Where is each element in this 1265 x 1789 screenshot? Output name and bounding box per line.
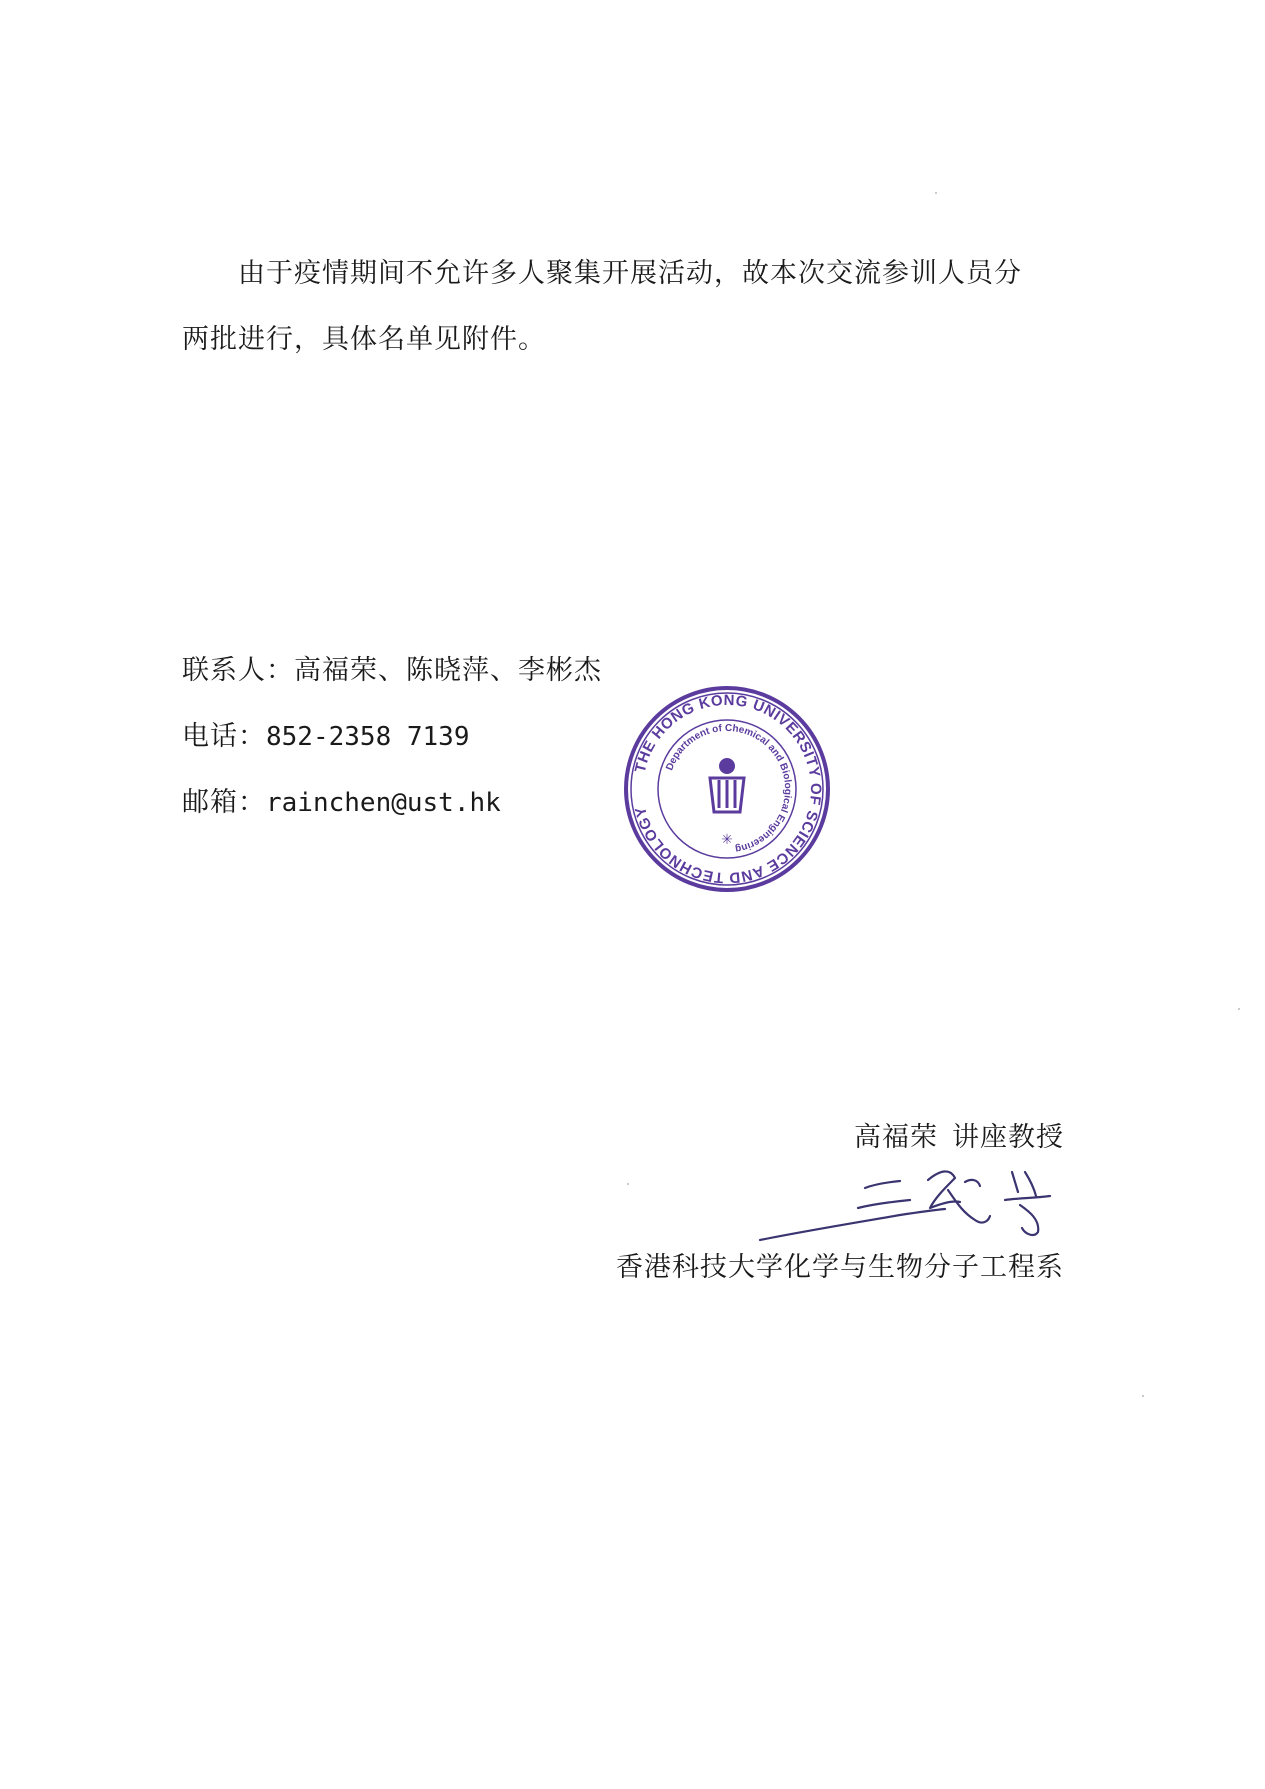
seal-inner-text: Department of Chemical and Biological Engineering	[664, 722, 794, 855]
contact-person-value: 高福荣、陈晓萍、李彬杰	[294, 655, 602, 686]
handwritten-signature	[750, 1160, 1080, 1250]
scan-speck	[1142, 1395, 1144, 1397]
department-name: 香港科技大学化学与生物分子工程系	[616, 1252, 1064, 1283]
contact-person	[182, 648, 602, 687]
signatory-name: 高福荣	[854, 1122, 938, 1153]
contact-email	[182, 780, 501, 819]
department-seal	[622, 684, 832, 894]
signatory-line	[854, 1115, 1064, 1154]
scan-speck	[627, 1183, 629, 1185]
seal-outer-text: THE HONG KONG UNIVERSITY OF SCIENCE AND TECHNOLOGY	[631, 691, 825, 887]
seal-star-icon: ✳	[721, 832, 733, 848]
university-emblem-icon	[710, 758, 744, 812]
signatory-title: 讲座教授	[952, 1122, 1064, 1153]
contact-phone-value: 852-2358 7139	[266, 722, 470, 752]
contact-phone-label: 电话：	[182, 721, 266, 752]
scan-speck	[935, 192, 937, 194]
body-paragraph-line-1: 由于疫情期间不允许多人聚集开展活动，故本次交流参训人员分	[238, 258, 1022, 289]
body-paragraph-line-2: 两批进行，具体名单见附件。	[182, 324, 546, 355]
contact-person-label: 联系人：	[182, 655, 294, 686]
contact-phone	[182, 714, 470, 753]
contact-email-value: rainchen@ust.hk	[266, 788, 501, 818]
contact-email-label: 邮箱：	[182, 787, 266, 818]
scan-speck	[1238, 1008, 1240, 1010]
